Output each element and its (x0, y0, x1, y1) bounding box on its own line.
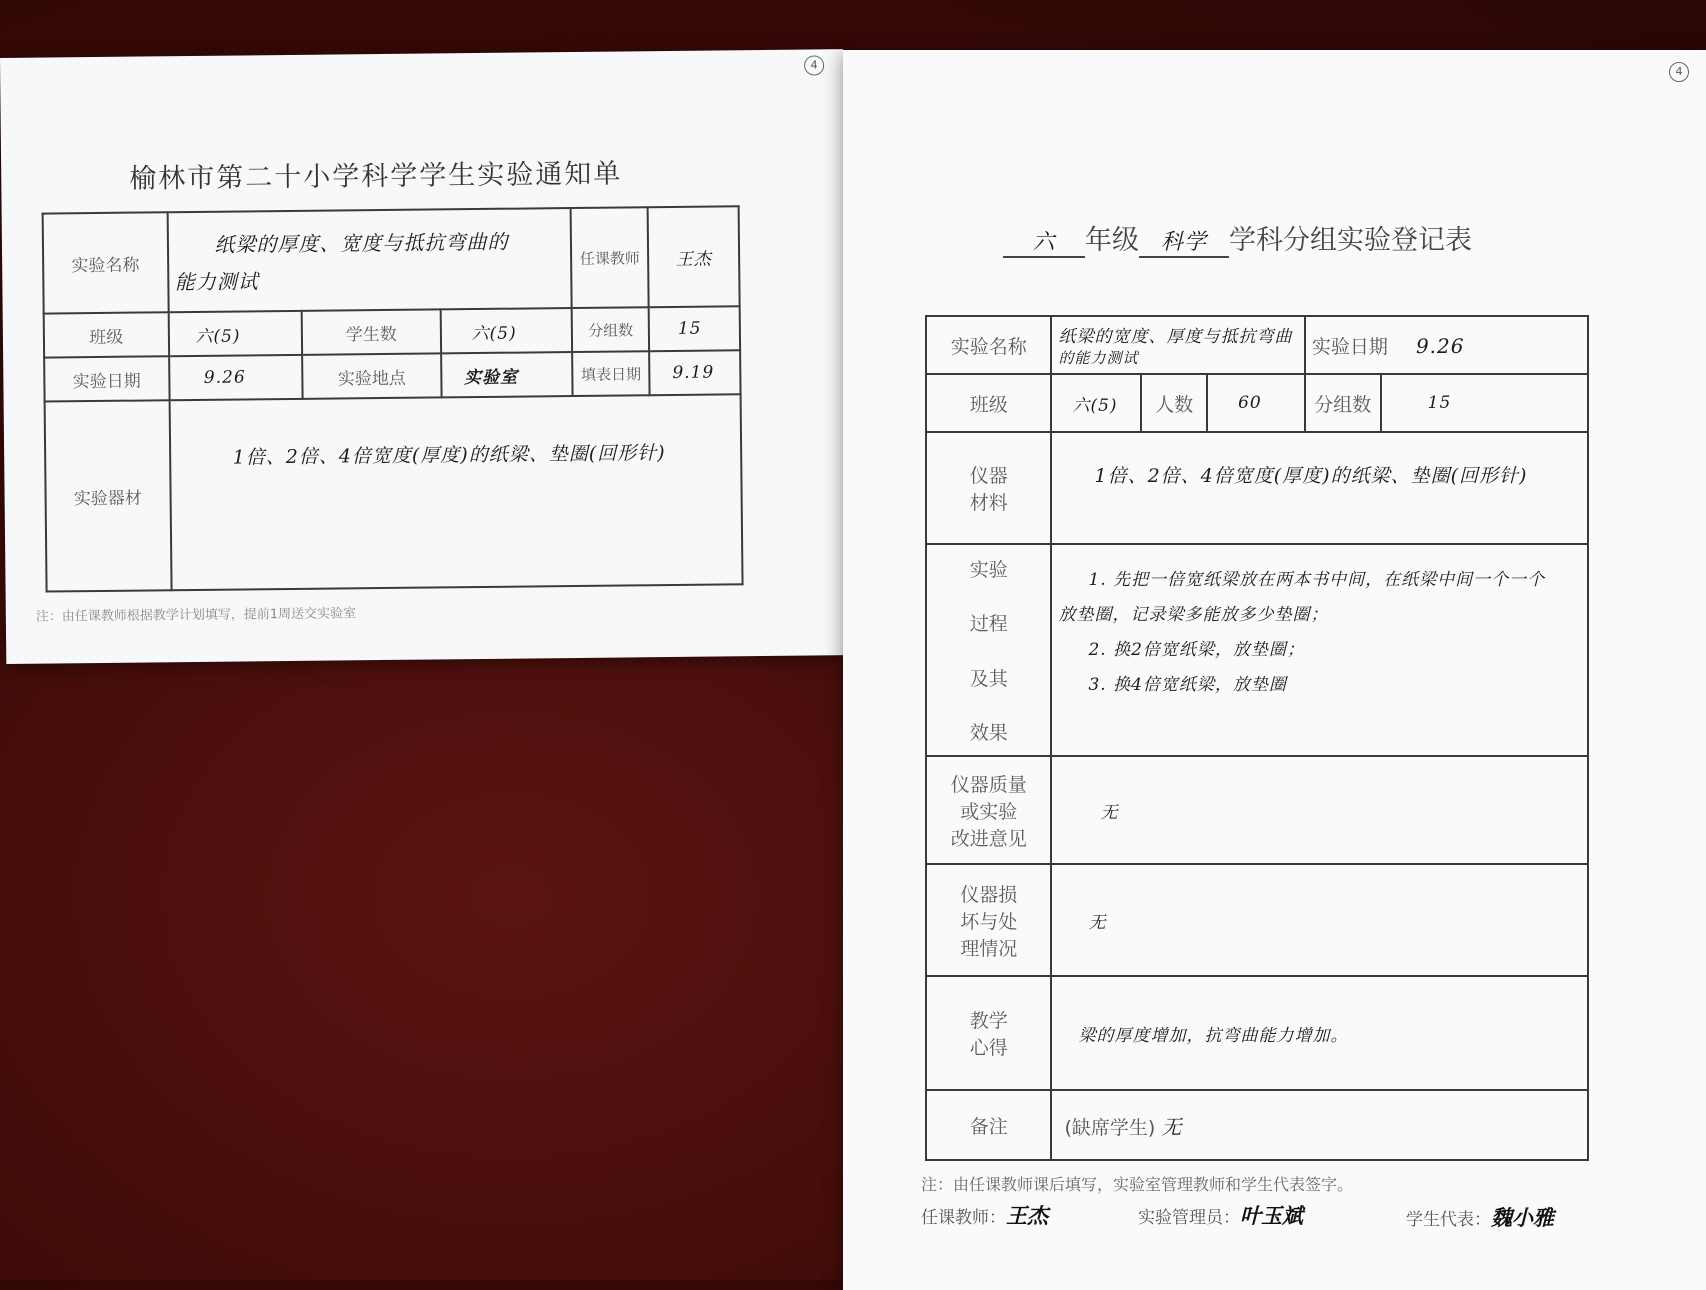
label-quality: 仪器质量 或实验 改进意见 (926, 756, 1051, 864)
process-step: 1. 先把一倍宽纸梁放在两本书中间，在纸梁中间一个一个 (1088, 570, 1546, 590)
label-experiment-name: 实验名称 (926, 316, 1051, 374)
label-fill-date: 填表日期 (572, 351, 649, 396)
label-class: 班级 (44, 312, 169, 357)
label-location: 实验地点 (302, 353, 441, 398)
signature-teacher-value: 王杰 (1006, 1203, 1048, 1228)
label-class: 班级 (926, 374, 1051, 432)
value-student-count: 六(5) (440, 308, 572, 353)
value-teacher: 王杰 (648, 206, 740, 307)
label-reflection: 教学 心得 (926, 976, 1051, 1090)
label-group-count: 分组数 (572, 307, 649, 352)
notice-footnote: 注：由任课教师根据教学计划填写，提前1周送交实验室 (35, 606, 357, 625)
value-experiment-name: 纸梁的宽度、厚度与抵抗弯曲 的能力测试 (1051, 316, 1304, 374)
value-remarks (1051, 1090, 1588, 1160)
value-location: 实验室 (441, 352, 573, 397)
remarks-value: 无 (1161, 1114, 1183, 1139)
value-process (1051, 544, 1588, 756)
label-group-count: 分组数 (1305, 374, 1381, 432)
notice-sheet (0, 49, 849, 664)
value-fill-date: 9.19 (649, 350, 740, 395)
value-experiment-date: 9.26 (169, 355, 303, 400)
signature-student: 学生代表：魏小雅 (1406, 1205, 1554, 1230)
value-group-count: 15 (1381, 374, 1588, 432)
process-step: 3. 换4倍宽纸梁，放垫圈 (1088, 675, 1287, 695)
value-materials: 1倍、2倍、4倍宽度(厚度)的纸梁、垫圈(回形针) (169, 394, 742, 590)
value-experiment-date: 9.26 (1415, 333, 1465, 358)
label-remarks: 备注 (926, 1090, 1051, 1160)
label-teacher: 任课教师 (571, 207, 649, 308)
label-experiment-name: 实验名称 (43, 212, 169, 313)
sheet-title: 榆林市第二十小学科学学生实验通知单 (129, 158, 623, 195)
value-quality: 无 (1051, 756, 1588, 864)
label-materials: 实验器材 (45, 400, 171, 591)
value-class: 六(5) (1051, 374, 1141, 432)
title-subject: 科学 (1139, 225, 1229, 258)
remarks-prefix: (缺席学生) (1064, 1116, 1156, 1139)
signature-admin-value: 叶玉斌 (1240, 1203, 1303, 1228)
label-materials: 仪器 材料 (926, 432, 1051, 544)
notice-table (42, 205, 744, 592)
signature-student-value: 魏小雅 (1491, 1205, 1554, 1230)
signature-admin: 实验管理员：叶玉斌 (1138, 1203, 1303, 1228)
title-grade-suffix: 年级 (1085, 225, 1139, 256)
registration-sheet (843, 50, 1706, 1290)
title-rest: 学科分组实验登记表 (1229, 225, 1472, 256)
label-experiment-date: 实验日期 (44, 356, 169, 401)
value-experiment-name: 纸梁的厚度、宽度与抵抗弯曲的 能力测试 (167, 208, 572, 312)
registration-table (925, 315, 1589, 1161)
label-damage: 仪器损 坏与处 理情况 (926, 864, 1051, 976)
signature-teacher: 任课教师：王杰 (921, 1203, 1048, 1228)
page-number: 4 (804, 55, 824, 75)
value-group-count: 15 (649, 306, 740, 351)
value-class: 六(5) (168, 311, 302, 356)
page-number: 4 (1669, 62, 1689, 82)
process-step: 放垫圈，记录梁多能放多少垫圈； (1058, 605, 1329, 625)
sheet-title (1003, 218, 1472, 258)
value-reflection: 梁的厚度增加，抗弯曲能力增加。 (1051, 976, 1588, 1090)
value-people: 60 (1207, 374, 1305, 432)
value-materials: 1倍、2倍、4倍宽度(厚度)的纸梁、垫圈(回形针) (1051, 432, 1588, 544)
label-student-count: 学生数 (302, 309, 441, 354)
title-grade: 六 (1003, 225, 1085, 258)
label-process: 实验 过程 及其 效果 (926, 544, 1051, 756)
registration-footnote: 注：由任课教师课后填写，实验室管理教师和学生代表签字。 (921, 1175, 1354, 1194)
label-experiment-date: 实验日期 (1311, 335, 1388, 358)
process-step: 2. 换2倍宽纸梁，放垫圈； (1088, 640, 1305, 660)
experiment-date-cell (1305, 316, 1588, 374)
value-damage: 无 (1051, 864, 1588, 976)
label-people: 人数 (1141, 374, 1207, 432)
